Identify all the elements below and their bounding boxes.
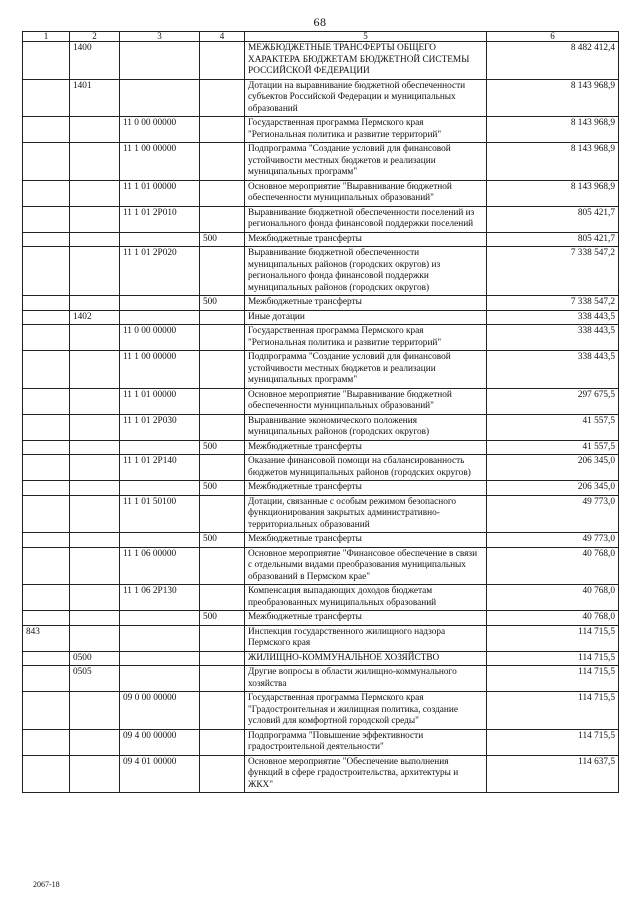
table-row xyxy=(23,440,619,455)
expense-type-cell xyxy=(200,414,245,440)
admin-code-cell xyxy=(23,247,70,296)
table-row xyxy=(23,533,619,548)
description-cell: Государственная программа Пермского края "Региональная политика и развитие территорий" xyxy=(245,325,487,351)
header-col-2: 2 xyxy=(70,32,120,42)
admin-code-cell xyxy=(23,42,70,80)
table-row xyxy=(23,143,619,181)
target-item-cell: 09 0 00 00000 xyxy=(120,692,200,730)
target-item-cell: 11 0 00 00000 xyxy=(120,325,200,351)
expense-type-cell xyxy=(200,79,245,117)
amount-cell: 206 345,0 xyxy=(487,481,619,496)
amount-cell: 297 675,5 xyxy=(487,388,619,414)
expense-type-cell xyxy=(200,455,245,481)
admin-code-cell xyxy=(23,440,70,455)
description-cell: Дотации, связанные с особым режимом безопасного функционирования закрытых административно-территориальных образований xyxy=(245,495,487,533)
target-item-cell: 11 1 01 00000 xyxy=(120,180,200,206)
section-code-cell: 0505 xyxy=(70,666,120,692)
admin-code-cell xyxy=(23,117,70,143)
section-code-cell xyxy=(70,351,120,389)
table-row xyxy=(23,79,619,117)
expense-type-cell xyxy=(200,755,245,793)
expense-type-cell xyxy=(200,206,245,232)
section-code-cell xyxy=(70,495,120,533)
section-code-cell xyxy=(70,455,120,481)
table-row xyxy=(23,666,619,692)
table-row xyxy=(23,651,619,666)
section-code-cell: 0500 xyxy=(70,651,120,666)
expense-type-cell xyxy=(200,180,245,206)
header-col-4: 4 xyxy=(200,32,245,42)
admin-code-cell xyxy=(23,533,70,548)
section-code-cell xyxy=(70,206,120,232)
description-cell: МЕЖБЮДЖЕТНЫЕ ТРАНСФЕРТЫ ОБЩЕГО ХАРАКТЕРА БЮДЖЕТАМ БЮДЖЕТНОЙ СИСТЕМЫ РОССИЙСКОЙ ФЕДЕРАЦИИ xyxy=(245,42,487,80)
expense-type-cell xyxy=(200,692,245,730)
page-number: 68 xyxy=(313,15,327,29)
description-cell: Компенсация выпадающих доходов бюджетам преобразованных муниципальных образований xyxy=(245,585,487,611)
target-item-cell: 11 1 01 50100 xyxy=(120,495,200,533)
target-item-cell xyxy=(120,611,200,626)
expense-type-cell: 500 xyxy=(200,611,245,626)
table-row xyxy=(23,206,619,232)
target-item-cell: 11 1 00 00000 xyxy=(120,143,200,181)
amount-cell: 338 443,5 xyxy=(487,310,619,325)
amount-cell: 41 557,5 xyxy=(487,414,619,440)
expense-type-cell xyxy=(200,351,245,389)
amount-cell: 338 443,5 xyxy=(487,351,619,389)
admin-code-cell xyxy=(23,143,70,181)
expense-type-cell xyxy=(200,547,245,585)
admin-code-cell xyxy=(23,325,70,351)
expense-type-cell xyxy=(200,388,245,414)
target-item-cell: 11 1 01 2Р030 xyxy=(120,414,200,440)
admin-code-cell xyxy=(23,495,70,533)
admin-code-cell xyxy=(23,79,70,117)
description-cell: Другие вопросы в области жилищно-коммунального хозяйства xyxy=(245,666,487,692)
table-row xyxy=(23,547,619,585)
section-code-cell: 1400 xyxy=(70,42,120,80)
admin-code-cell xyxy=(23,729,70,755)
admin-code-cell xyxy=(23,232,70,247)
admin-code-cell xyxy=(23,481,70,496)
description-cell: Основное мероприятие "Обеспечение выполнения функций в сфере градостроительства, архитектуры и ЖКХ" xyxy=(245,755,487,793)
section-code-cell xyxy=(70,533,120,548)
section-code-cell xyxy=(70,117,120,143)
expense-type-cell xyxy=(200,143,245,181)
admin-code-cell xyxy=(23,585,70,611)
section-code-cell xyxy=(70,625,120,651)
description-cell: Межбюджетные трансферты xyxy=(245,533,487,548)
amount-cell: 40 768,0 xyxy=(487,547,619,585)
table-row xyxy=(23,310,619,325)
expense-type-cell xyxy=(200,495,245,533)
description-cell: Государственная программа Пермского края "Градостроительная и жилищная политика, создание условий для комфортной городской среды" xyxy=(245,692,487,730)
amount-cell: 338 443,5 xyxy=(487,325,619,351)
description-cell: Инспекция государственного жилищного надзора Пермского края xyxy=(245,625,487,651)
target-item-cell: 11 1 01 2Р140 xyxy=(120,455,200,481)
table-row xyxy=(23,296,619,311)
target-item-cell xyxy=(120,79,200,117)
section-code-cell xyxy=(70,414,120,440)
header-col-1: 1 xyxy=(23,32,70,42)
expense-type-cell: 500 xyxy=(200,232,245,247)
admin-code-cell: 843 xyxy=(23,625,70,651)
table-row xyxy=(23,585,619,611)
description-cell: Подпрограмма "Повышение эффективности градостроительной деятельности" xyxy=(245,729,487,755)
table-row xyxy=(23,729,619,755)
amount-cell: 805 421,7 xyxy=(487,206,619,232)
table-body xyxy=(23,42,619,793)
amount-cell: 114 715,5 xyxy=(487,625,619,651)
budget-table xyxy=(22,31,619,793)
expense-type-cell xyxy=(200,117,245,143)
description-cell: Межбюджетные трансферты xyxy=(245,481,487,496)
expense-type-cell xyxy=(200,42,245,80)
table-row xyxy=(23,42,619,80)
target-item-cell: 11 0 00 00000 xyxy=(120,117,200,143)
expense-type-cell xyxy=(200,651,245,666)
amount-cell: 8 143 968,9 xyxy=(487,143,619,181)
expense-type-cell xyxy=(200,585,245,611)
section-code-cell xyxy=(70,143,120,181)
target-item-cell: 11 1 01 2Р020 xyxy=(120,247,200,296)
header-col-3: 3 xyxy=(120,32,200,42)
section-code-cell xyxy=(70,440,120,455)
section-code-cell xyxy=(70,611,120,626)
table-header-row xyxy=(23,32,619,42)
target-item-cell: 09 4 00 00000 xyxy=(120,729,200,755)
admin-code-cell xyxy=(23,755,70,793)
target-item-cell: 11 1 06 2Р130 xyxy=(120,585,200,611)
table-row xyxy=(23,351,619,389)
target-item-cell xyxy=(120,666,200,692)
target-item-cell: 11 1 01 2Р010 xyxy=(120,206,200,232)
admin-code-cell xyxy=(23,692,70,730)
description-cell: Межбюджетные трансферты xyxy=(245,232,487,247)
expense-type-cell xyxy=(200,247,245,296)
target-item-cell xyxy=(120,310,200,325)
description-cell: Межбюджетные трансферты xyxy=(245,611,487,626)
table-row xyxy=(23,414,619,440)
amount-cell: 114 715,5 xyxy=(487,651,619,666)
expense-type-cell: 500 xyxy=(200,481,245,496)
description-cell: Дотации на выравнивание бюджетной обеспеченности субъектов Российской Федерации и муниципальных образований xyxy=(245,79,487,117)
table-row xyxy=(23,180,619,206)
table-row xyxy=(23,232,619,247)
amount-cell: 114 715,5 xyxy=(487,666,619,692)
expense-type-cell xyxy=(200,729,245,755)
section-code-cell: 1401 xyxy=(70,79,120,117)
admin-code-cell xyxy=(23,351,70,389)
admin-code-cell xyxy=(23,310,70,325)
target-item-cell xyxy=(120,296,200,311)
target-item-cell xyxy=(120,651,200,666)
section-code-cell xyxy=(70,232,120,247)
table-row xyxy=(23,388,619,414)
description-cell: Межбюджетные трансферты xyxy=(245,440,487,455)
description-cell: Выравнивание бюджетной обеспеченности поселений из регионального фонда финансовой поддержки поселений xyxy=(245,206,487,232)
target-item-cell xyxy=(120,42,200,80)
table-row xyxy=(23,247,619,296)
amount-cell: 8 143 968,9 xyxy=(487,180,619,206)
amount-cell: 49 773,0 xyxy=(487,495,619,533)
target-item-cell xyxy=(120,481,200,496)
expense-type-cell xyxy=(200,325,245,351)
amount-cell: 206 345,0 xyxy=(487,455,619,481)
section-code-cell: 1402 xyxy=(70,310,120,325)
section-code-cell xyxy=(70,755,120,793)
table-row xyxy=(23,325,619,351)
target-item-cell xyxy=(120,533,200,548)
amount-cell: 114 637,5 xyxy=(487,755,619,793)
expense-type-cell: 500 xyxy=(200,296,245,311)
description-cell: Основное мероприятие "Выравнивание бюджетной обеспеченности муниципальных образований" xyxy=(245,180,487,206)
amount-cell: 805 421,7 xyxy=(487,232,619,247)
description-cell: Выравнивание экономического положения муниципальных районов (городских округов) xyxy=(245,414,487,440)
target-item-cell xyxy=(120,232,200,247)
amount-cell: 40 768,0 xyxy=(487,585,619,611)
admin-code-cell xyxy=(23,651,70,666)
amount-cell: 7 338 547,2 xyxy=(487,247,619,296)
amount-cell: 40 768,0 xyxy=(487,611,619,626)
amount-cell: 8 482 412,4 xyxy=(487,42,619,80)
amount-cell: 8 143 968,9 xyxy=(487,117,619,143)
admin-code-cell xyxy=(23,455,70,481)
section-code-cell xyxy=(70,388,120,414)
target-item-cell: 11 1 06 00000 xyxy=(120,547,200,585)
admin-code-cell xyxy=(23,666,70,692)
target-item-cell: 11 1 00 00000 xyxy=(120,351,200,389)
amount-cell: 49 773,0 xyxy=(487,533,619,548)
section-code-cell xyxy=(70,296,120,311)
table-row xyxy=(23,611,619,626)
table-row xyxy=(23,481,619,496)
target-item-cell: 09 4 01 00000 xyxy=(120,755,200,793)
description-cell: Межбюджетные трансферты xyxy=(245,296,487,311)
section-code-cell xyxy=(70,481,120,496)
section-code-cell xyxy=(70,729,120,755)
admin-code-cell xyxy=(23,206,70,232)
table-row xyxy=(23,692,619,730)
expense-type-cell: 500 xyxy=(200,533,245,548)
description-cell: Иные дотации xyxy=(245,310,487,325)
section-code-cell xyxy=(70,247,120,296)
description-cell: Основное мероприятие "Выравнивание бюджетной обеспеченности муниципальных образований" xyxy=(245,388,487,414)
section-code-cell xyxy=(70,692,120,730)
description-cell: Выравнивание бюджетной обеспеченности муниципальных районов (городских округов) из регионального фонда финансовой поддержки муниципальных районов (городских округов) xyxy=(245,247,487,296)
admin-code-cell xyxy=(23,180,70,206)
description-cell: Оказание финансовой помощи на сбалансированность бюджетов муниципальных районов (городских округов) xyxy=(245,455,487,481)
description-cell: Подпрограмма "Создание условий для финансовой устойчивости местных бюджетов и реализации муниципальных программ" xyxy=(245,143,487,181)
expense-type-cell xyxy=(200,666,245,692)
admin-code-cell xyxy=(23,388,70,414)
amount-cell: 114 715,5 xyxy=(487,729,619,755)
section-code-cell xyxy=(70,325,120,351)
table-row xyxy=(23,755,619,793)
description-cell: Государственная программа Пермского края "Региональная политика и развитие территорий" xyxy=(245,117,487,143)
table-row xyxy=(23,455,619,481)
amount-cell: 8 143 968,9 xyxy=(487,79,619,117)
admin-code-cell xyxy=(23,611,70,626)
target-item-cell: 11 1 01 00000 xyxy=(120,388,200,414)
admin-code-cell xyxy=(23,414,70,440)
amount-cell: 7 338 547,2 xyxy=(487,296,619,311)
section-code-cell xyxy=(70,180,120,206)
admin-code-cell xyxy=(23,296,70,311)
expense-type-cell: 500 xyxy=(200,440,245,455)
expense-type-cell xyxy=(200,310,245,325)
target-item-cell xyxy=(120,625,200,651)
amount-cell: 41 557,5 xyxy=(487,440,619,455)
admin-code-cell xyxy=(23,547,70,585)
footer-code: 2067-18 xyxy=(33,880,60,889)
table-row xyxy=(23,495,619,533)
description-cell: ЖИЛИЩНО-КОММУНАЛЬНОЕ ХОЗЯЙСТВО xyxy=(245,651,487,666)
amount-cell: 114 715,5 xyxy=(487,692,619,730)
table-row xyxy=(23,625,619,651)
header-col-5: 5 xyxy=(245,32,487,42)
expense-type-cell xyxy=(200,625,245,651)
header-col-6: 6 xyxy=(487,32,619,42)
description-cell: Подпрограмма "Создание условий для финансовой устойчивости местных бюджетов и реализации муниципальных программ" xyxy=(245,351,487,389)
section-code-cell xyxy=(70,547,120,585)
target-item-cell xyxy=(120,440,200,455)
description-cell: Основное мероприятие "Финансовое обеспечение в связи с отдельными видами преобразования муниципальных образований в Пермском крае" xyxy=(245,547,487,585)
table-row xyxy=(23,117,619,143)
section-code-cell xyxy=(70,585,120,611)
